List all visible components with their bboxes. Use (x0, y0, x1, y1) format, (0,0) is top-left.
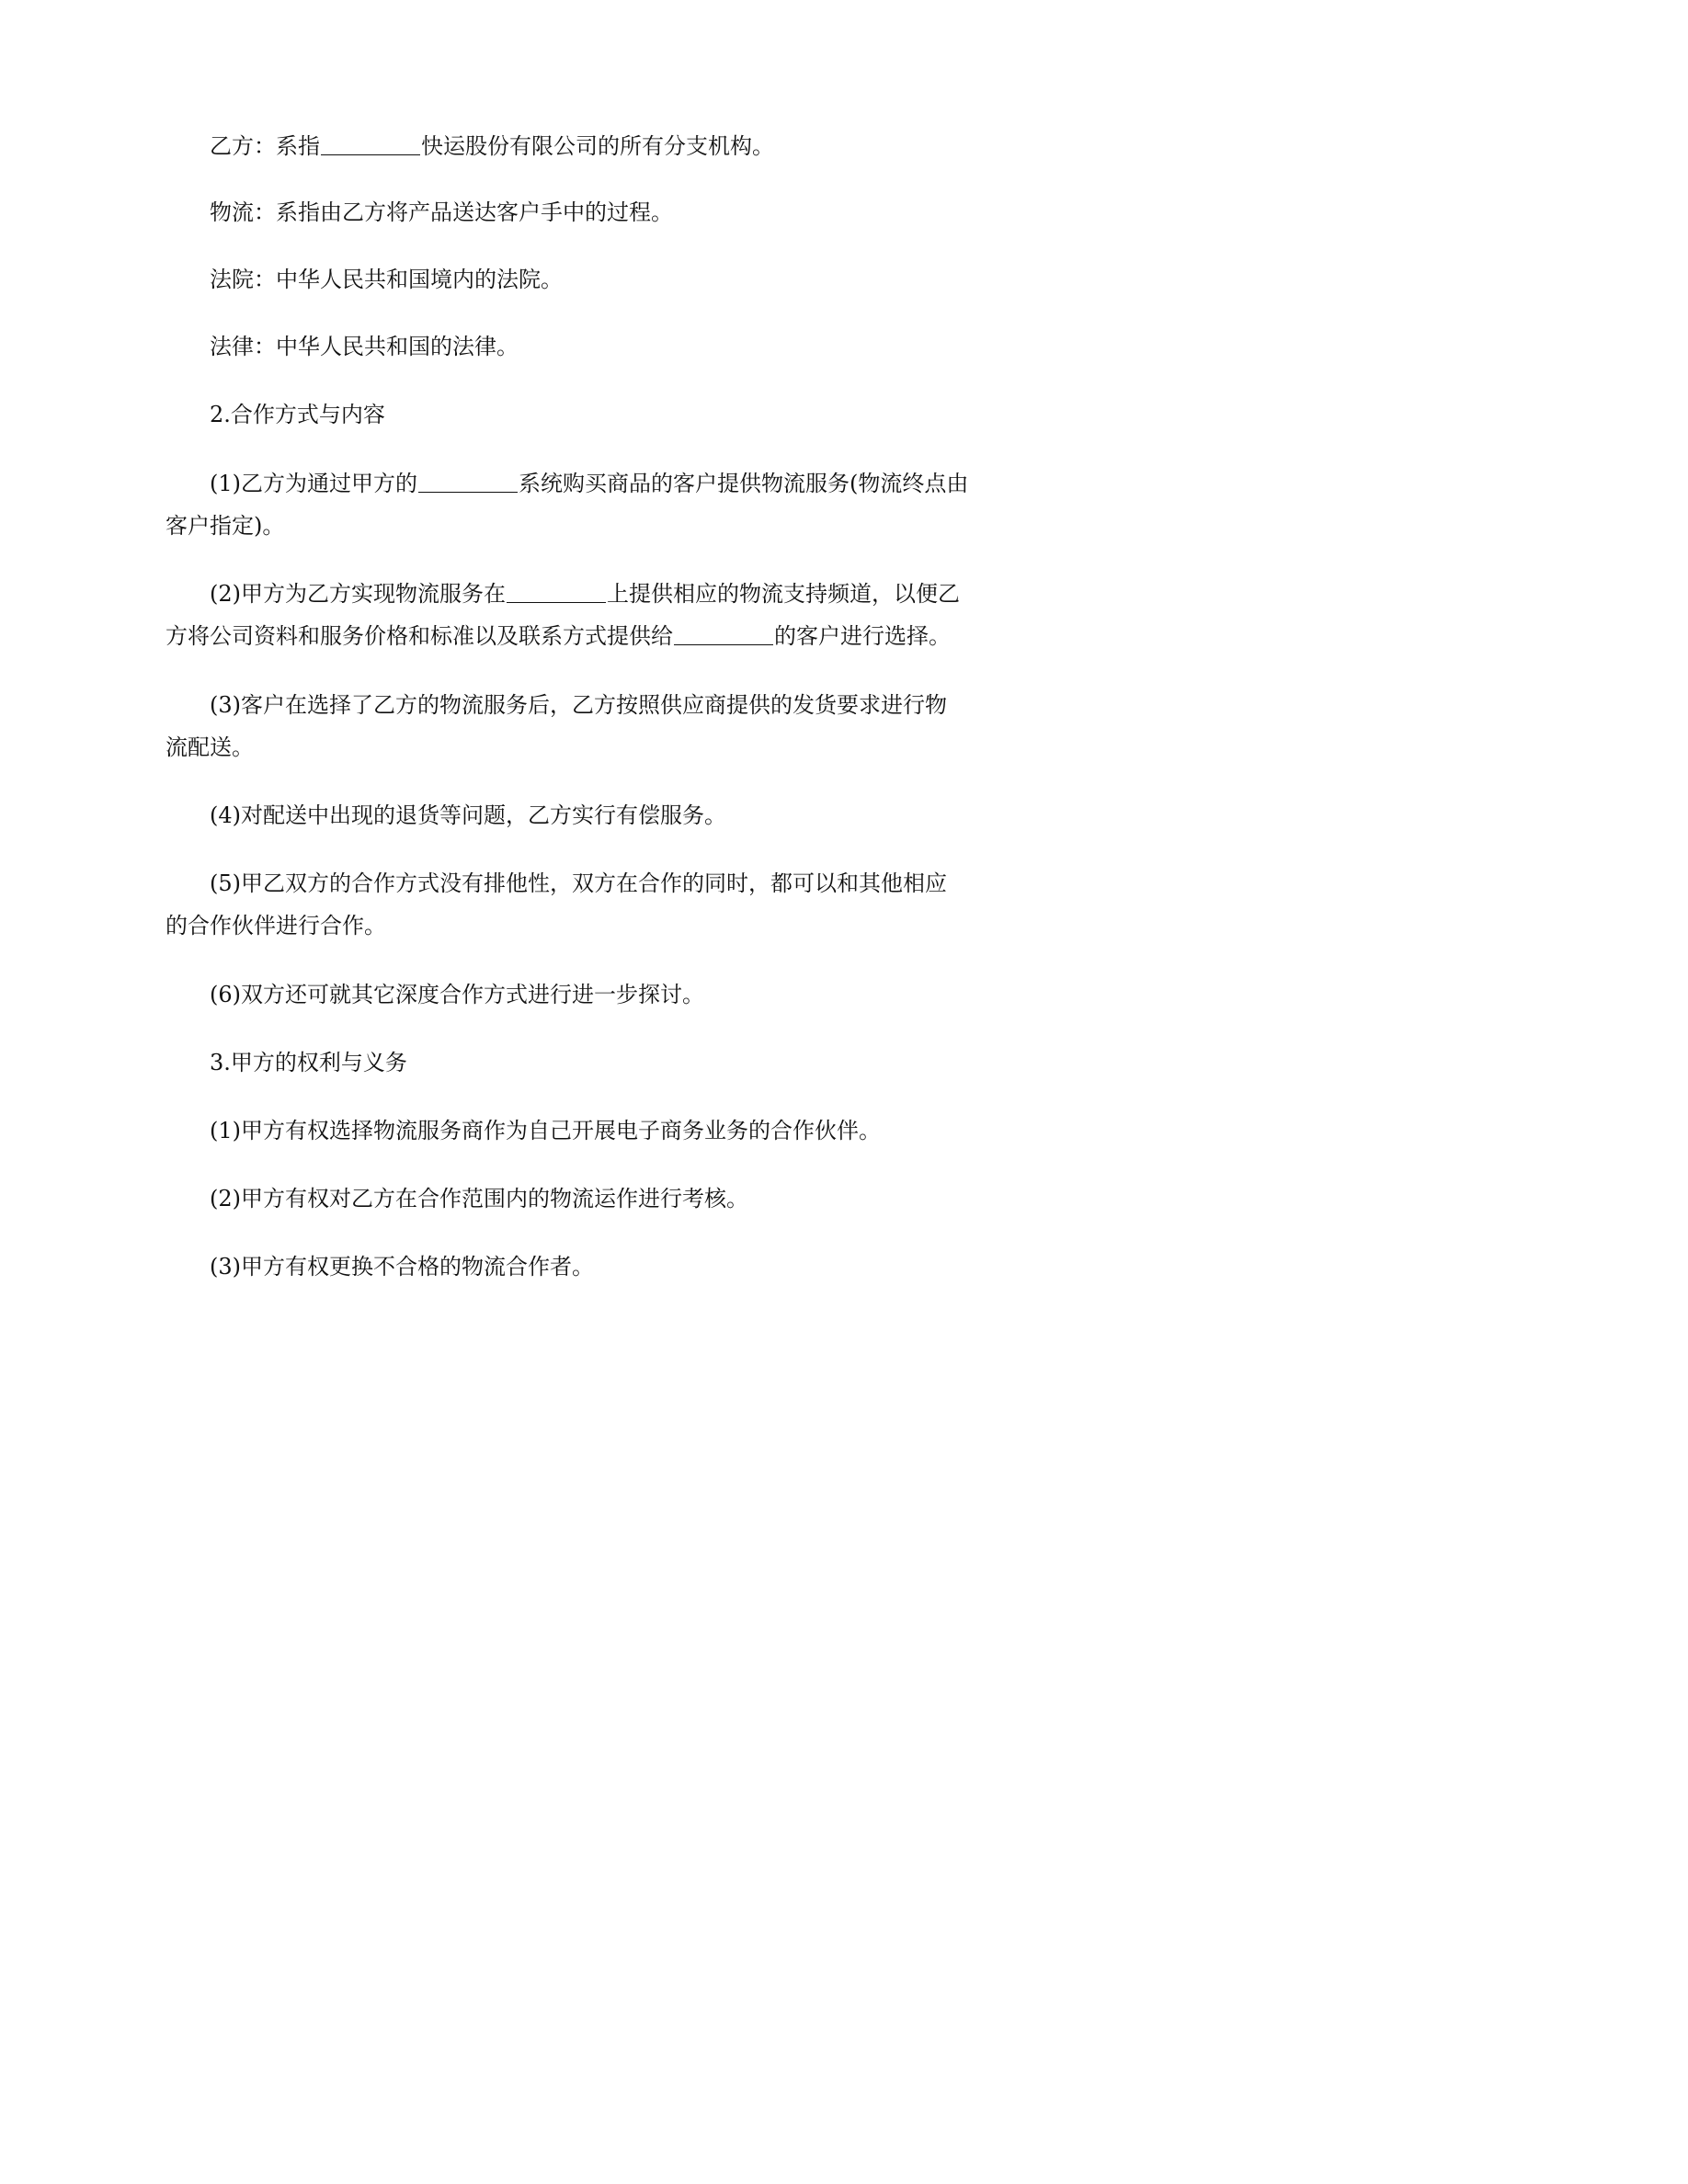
clause-2-1 (165, 462, 1000, 547)
blank-line (507, 580, 606, 603)
text-segment: (1)乙方为通过甲方的 (210, 471, 417, 496)
text-segment: 的合作伙伴进行合作。 (165, 913, 386, 938)
definition-party-b (165, 125, 1000, 167)
clause-2-4: (4)对配送中出现的退货等问题，乙方实行有偿服务。 (210, 802, 726, 828)
text-segment: 乙方：系指 (210, 133, 320, 159)
text-segment: 流配送。 (165, 734, 254, 760)
document-page (0, 0, 1125, 1456)
clause-2-2 (165, 573, 1000, 657)
text-line (165, 615, 1000, 657)
clause-2-5 (165, 862, 1000, 947)
clause-3-2: (2)甲方有权对乙方在合作范围内的物流运作进行考核。 (210, 1186, 748, 1211)
text-segment: 系统购买商品的客户提供物流服务(物流终点由 (519, 471, 969, 496)
section-heading-3: 3.甲方的权利与义务 (210, 1050, 407, 1075)
section-heading-2: 2.合作方式与内容 (210, 402, 385, 427)
text-segment: 快运股份有限公司的所有分支机构。 (421, 133, 774, 159)
clause-3-3: (3)甲方有权更换不合格的物流合作者。 (210, 1254, 594, 1280)
clause-3-1: (1)甲方有权选择物流服务商作为自己开展电子商务业务的合作伙伴。 (210, 1118, 881, 1143)
blank-line (418, 470, 518, 493)
blank-line (321, 132, 420, 155)
text-segment: (3)客户在选择了乙方的物流服务后，乙方按照供应商提供的发货要求进行物 (210, 692, 947, 718)
text-segment: (2)甲方为乙方实现物流服务在 (210, 581, 506, 607)
definition-logistics: 物流：系指由乙方将产品送达客户手中的过程。 (210, 199, 673, 225)
definition-court: 法院：中华人民共和国境内的法院。 (210, 267, 563, 292)
definition-law: 法律：中华人民共和国的法律。 (210, 334, 519, 359)
text-segment: 客户指定)。 (165, 513, 285, 539)
text-segment: 上提供相应的物流支持频道，以便乙 (607, 581, 960, 607)
text-segment: 方将公司资料和服务价格和标准以及联系方式提供给 (165, 623, 673, 649)
text-segment: 的客户进行选择。 (774, 623, 951, 649)
blank-line (674, 622, 773, 645)
clause-2-6: (6)双方还可就其它深度合作方式进行进一步探讨。 (210, 982, 704, 1007)
clause-2-3 (165, 684, 1000, 768)
text-segment: (5)甲乙双方的合作方式没有排他性，双方在合作的同时，都可以和其他相应 (210, 870, 947, 896)
